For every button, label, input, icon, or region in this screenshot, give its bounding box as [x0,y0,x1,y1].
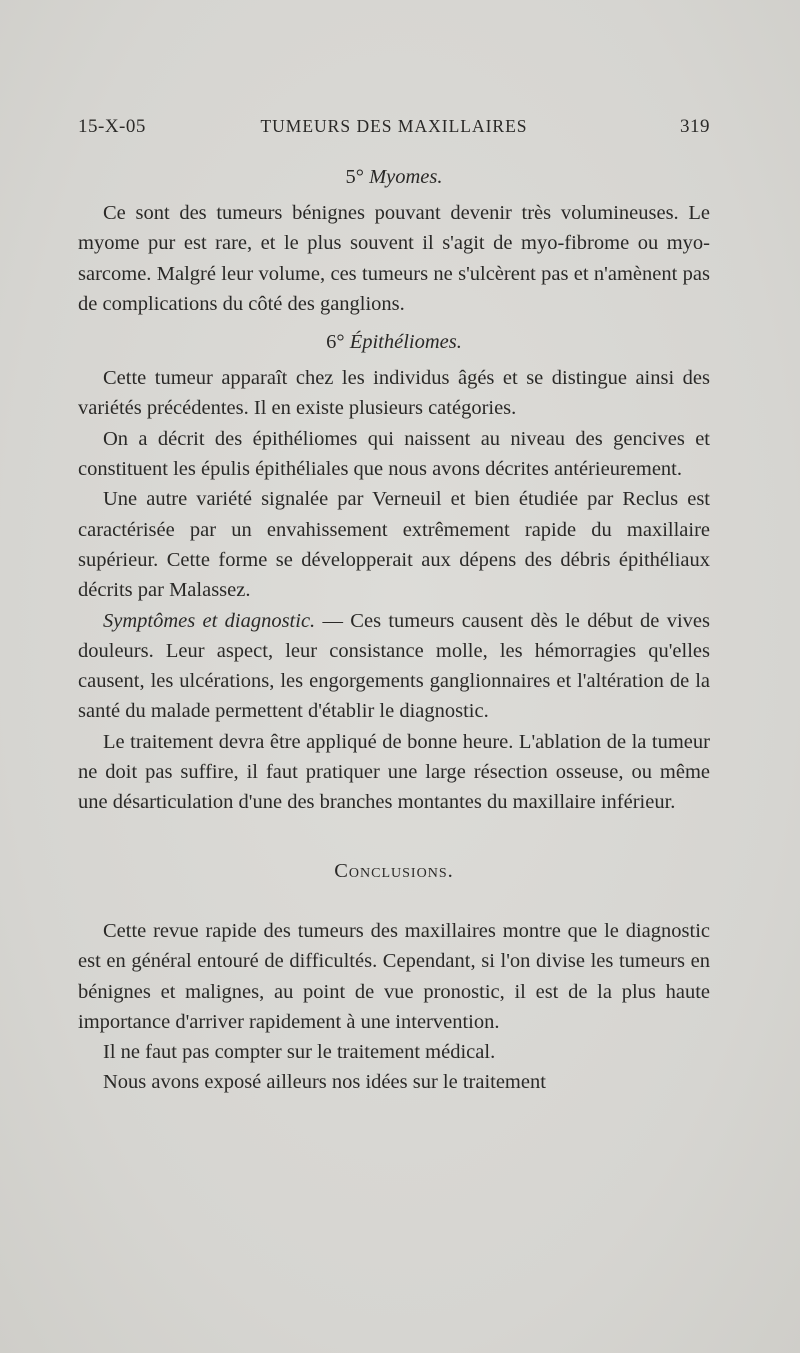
section-title-text: Épithéliomes. [349,331,462,354]
header-date: 15-X-05 [78,116,146,137]
paragraph-myomes: Ce sont des tumeurs bénignes pouvant devenir très volumineuses. Le myome pur est rare, et le plus souvent il s'agit de myo-fibrome ou myo-sarcome. Malgré leur volume, ces tumeurs ne s'ulcèrent pas et n'amènent pas de complications du côté des ganglions. [78,202,710,315]
section-title-epitheliomes [78,327,710,357]
section-number: 6° [326,331,345,354]
paragraph: On a décrit des épithéliomes qui naissent au niveau des gencives et constituent les épulis épithéliales que nous avons décrites antérieurement. [78,427,710,481]
paragraph-lead: Symptômes et diagnostic. [103,609,316,632]
paragraph: Cette tumeur apparaît chez les individus âgés et se distingue ainsi des variétés précédentes. Il en existe plusieurs catégories. [78,367,710,420]
section-number: 5° [345,166,364,188]
paragraph: Il ne faut pas compter sur le traitement médical. [103,1041,496,1064]
paragraph: Nous avons exposé ailleurs nos idées sur le traitement [103,1071,546,1094]
paragraph-symptomes [78,606,710,727]
body-text [78,162,710,1098]
paragraph: Cette revue rapide des tumeurs des maxillaires montre que le diagnostic est en général entouré de difficultés. Cependant, si l'on divise les tumeurs en bénignes et malignes, au point de vue pronostic, il est de la plus haute importance d'arriver rapidement à une intervention. [78,919,710,1033]
paragraph: Une autre variété signalée par Verneuil et bien étudiée par Reclus est caractérisée par un envahissement extrêmement rapide du maxillaire supérieur. Cette forme se développerait aux dépens des débris épithéliaux décrits par Malassez. [78,488,710,602]
paragraph-body: — Ces tumeurs causent dès le début de vives douleurs. Leur aspect, leur consistance molle, les hémorragies qu'elles causent, les ulcérations, les engorgements ganglionnaires et l'altération de la santé du malade permettent d'établir le diagnostic. [78,609,710,723]
section-title-myomes [78,162,710,192]
section-title-conclusions: Conclusions. [334,859,454,882]
paragraph-traitement: Le traitement devra être appliqué de bonne heure. L'ablation de la tumeur ne doit pas suffire, il faut pratiquer une large résection osseuse, ou même une désarticulation d'une des branches montantes du maxillaire inférieur. [78,730,710,814]
page-number: 319 [680,116,710,137]
section-title-text: Myomes. [369,166,443,188]
running-header [78,116,710,142]
header-title: TUMEURS DES MAXILLAIRES [260,116,528,136]
